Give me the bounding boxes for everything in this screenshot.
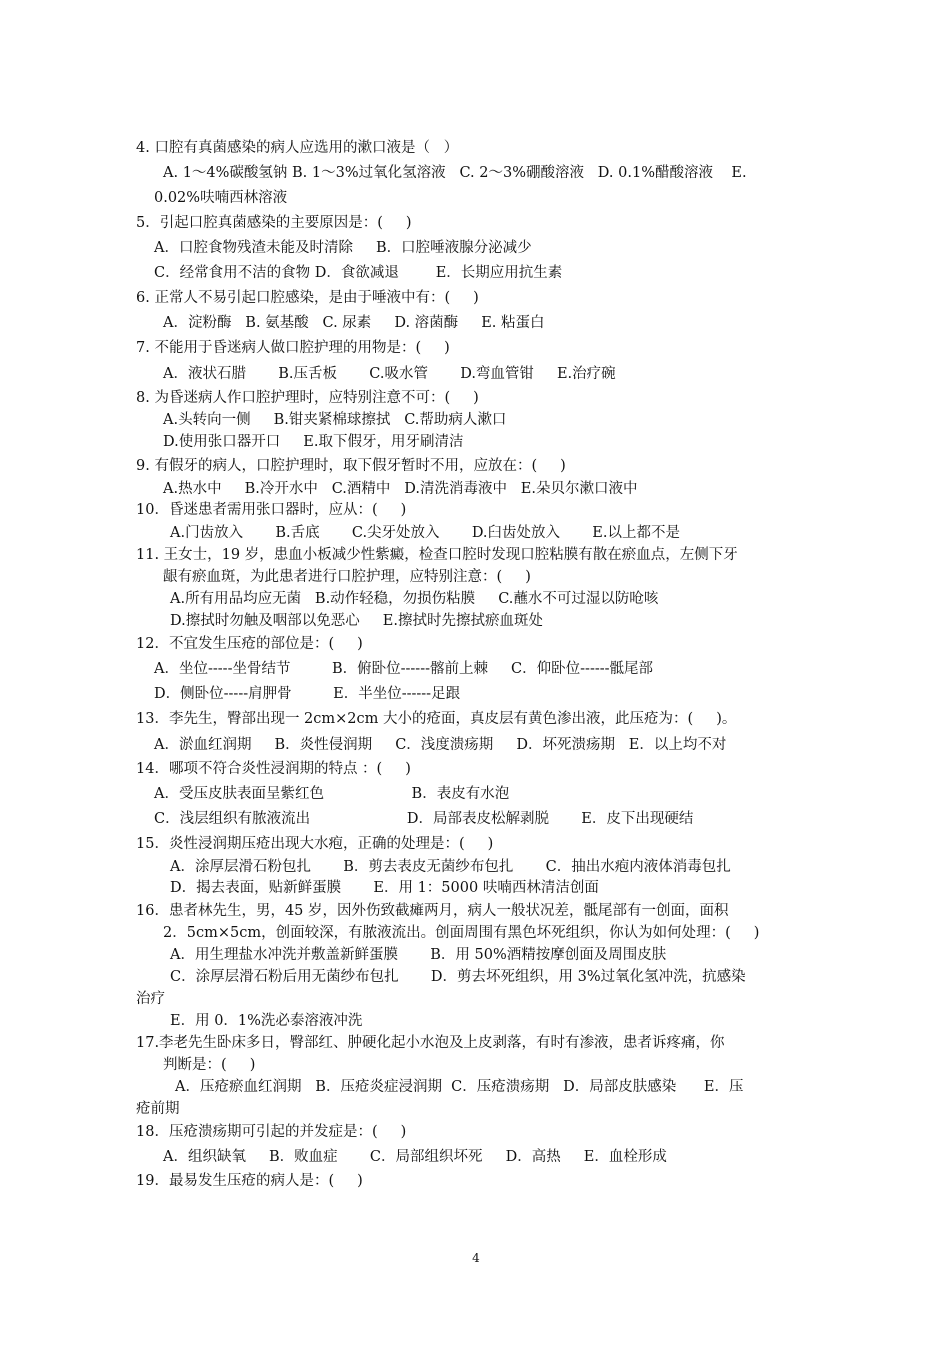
options-line: A．口腔食物残渣未能及时清除 B．口腔唾液腺分泌减少 <box>154 240 532 256</box>
question-14: 14．哪项不符合炎性浸润期的特点 ：( ) <box>136 761 411 777</box>
question-17-continued: 判断是：( ) <box>163 1057 256 1073</box>
options-line: A．淤血红润期 B．炎性侵润期 C．浅度溃疡期 D．坏死溃疡期 E．以上均不对 <box>154 737 727 753</box>
question-11-continued: 龈有瘀血斑，为此患者进行口腔护理，应特别注意：( ) <box>163 569 531 585</box>
options-line: D.使用张口器开口 E.取下假牙，用牙刷清洁 <box>163 434 464 450</box>
question-4: 4. 口腔有真菌感染的病人应选用的漱口液是（ ） <box>136 140 459 156</box>
options-line: A.门齿放入 B.舌底 C.尖牙处放入 D.臼齿处放入 E.以上都不是 <box>170 525 680 541</box>
options-line: A．受压皮肤表面呈紫红色 B．表皮有水泡 <box>154 786 510 802</box>
options-line: A. 1～4%碳酸氢钠 B. 1～3%过氧化氢溶液 C. 2～3%硼酸溶液 D. 0.1%醋酸溶液 E. <box>163 165 747 181</box>
question-8: 8. 为昏迷病人作口腔护理时，应特别注意不可：( ) <box>136 390 479 406</box>
question-16: 16．患者林先生，男，45 岁，因外伤致截瘫两月，病人一般状况差，骶尾部有一创面，面积 <box>136 903 729 919</box>
page-number: 4 <box>472 1251 480 1265</box>
options-line: D.擦拭时勿触及咽部以免恶心 E.擦拭时先擦拭瘀血斑处 <box>170 613 543 629</box>
options-line: A．组织缺氧 B．败血症 C．局部组织坏死 D．高热 E．血栓形成 <box>163 1149 667 1165</box>
question-15: 15．炎性浸润期压疮出现大水疱，正确的处理是：( ) <box>136 836 494 852</box>
options-line: A．坐位-----坐骨结节 B．俯卧位------髂前上棘 C．仰卧位------骶尾部 <box>154 661 654 677</box>
options-line: 疮前期 <box>136 1101 180 1117</box>
question-5: 5．引起口腔真菌感染的主要原因是：( ) <box>136 215 412 231</box>
options-line: A．用生理盐水冲洗并敷盖新鲜蛋膜 B．用 50%酒精按摩创面及周围皮肤 <box>170 947 667 963</box>
question-16-continued: 2．5cm×5cm，创面较深，有脓液流出。创面周围有黑色坏死组织，你认为如何处理：( ) <box>163 925 760 941</box>
question-17: 17.李老先生卧床多日，臀部红、肿硬化起小水泡及上皮剥落，有时有渗液，患者诉疼痛，你 <box>136 1035 725 1051</box>
options-line: 0.02%呋喃西林溶液 <box>154 190 288 206</box>
options-line: D．侧卧位-----肩胛骨 E．半坐位------足跟 <box>154 686 461 702</box>
question-10: 10．昏迷患者需用张口器时，应从：( ) <box>136 502 407 518</box>
options-line: E．用 0．1%洗必泰溶液冲洗 <box>170 1013 363 1029</box>
options-line: A.头转向一侧 B.钳夹紧棉球擦拭 C.帮助病人漱口 <box>163 412 507 428</box>
options-line: A．淀粉酶 B. 氨基酸 C. 尿素 D. 溶菌酶 E. 粘蛋白 <box>163 315 545 331</box>
options-line: A．涂厚层滑石粉包扎 B．剪去表皮无菌纱布包扎 C．抽出水疱内液体消毒包扎 <box>170 859 731 875</box>
options-line: 治疗 <box>136 991 165 1007</box>
question-18: 18．压疮溃疡期可引起的并发症是：( ) <box>136 1124 407 1140</box>
question-9: 9. 有假牙的病人，口腔护理时，取下假牙暂时不用，应放在：( ) <box>136 458 566 474</box>
options-line: C．经常食用不洁的食物 D．食欲减退 E．长期应用抗生素 <box>154 265 563 281</box>
question-19: 19．最易发生压疮的病人是：( ) <box>136 1173 363 1189</box>
question-7: 7. 不能用于昏迷病人做口腔护理的用物是：( ) <box>136 340 450 356</box>
question-11: 11. 王女士，19 岁，患血小板减少性紫癜，检查口腔时发现口腔粘膜有散在瘀血点，左侧下牙 <box>136 547 738 563</box>
options-line: A.热水中 B.冷开水中 C.酒精中 D.清洗消毒液中 E.朵贝尔漱口液中 <box>163 481 638 497</box>
options-line: A．压疮瘀血红润期 B．压疮炎症浸润期 C．压疮溃疡期 D．局部皮肤感染 E．压 <box>175 1079 744 1095</box>
options-line: D．揭去表面，贴新鲜蛋膜 E．用 1：5000 呋喃西林清洁创面 <box>170 880 599 896</box>
options-line: C．涂厚层滑石粉后用无菌纱布包扎 D．剪去坏死组织，用 3%过氧化氢冲洗，抗感染 <box>170 969 746 985</box>
options-line: A.所有用品均应无菌 B.动作轻稳，勿损伤粘膜 C.蘸水不可过湿以防呛咳 <box>170 591 659 607</box>
options-line: C．浅层组织有脓液流出 D．局部表皮松解剥脱 E．皮下出现硬结 <box>154 811 694 827</box>
question-12: 12．不宜发生压疮的部位是：( ) <box>136 636 363 652</box>
options-line: A．液状石腊 B.压舌板 C.吸水管 D.弯血管钳 E.治疗碗 <box>163 366 616 382</box>
question-13: 13．李先生，臀部出现一 2cm×2cm 大小的疮面，真皮层有黄色渗出液，此压疮为：( )。 <box>136 711 737 727</box>
question-6: 6. 正常人不易引起口腔感染，是由于唾液中有：( ) <box>136 290 479 306</box>
